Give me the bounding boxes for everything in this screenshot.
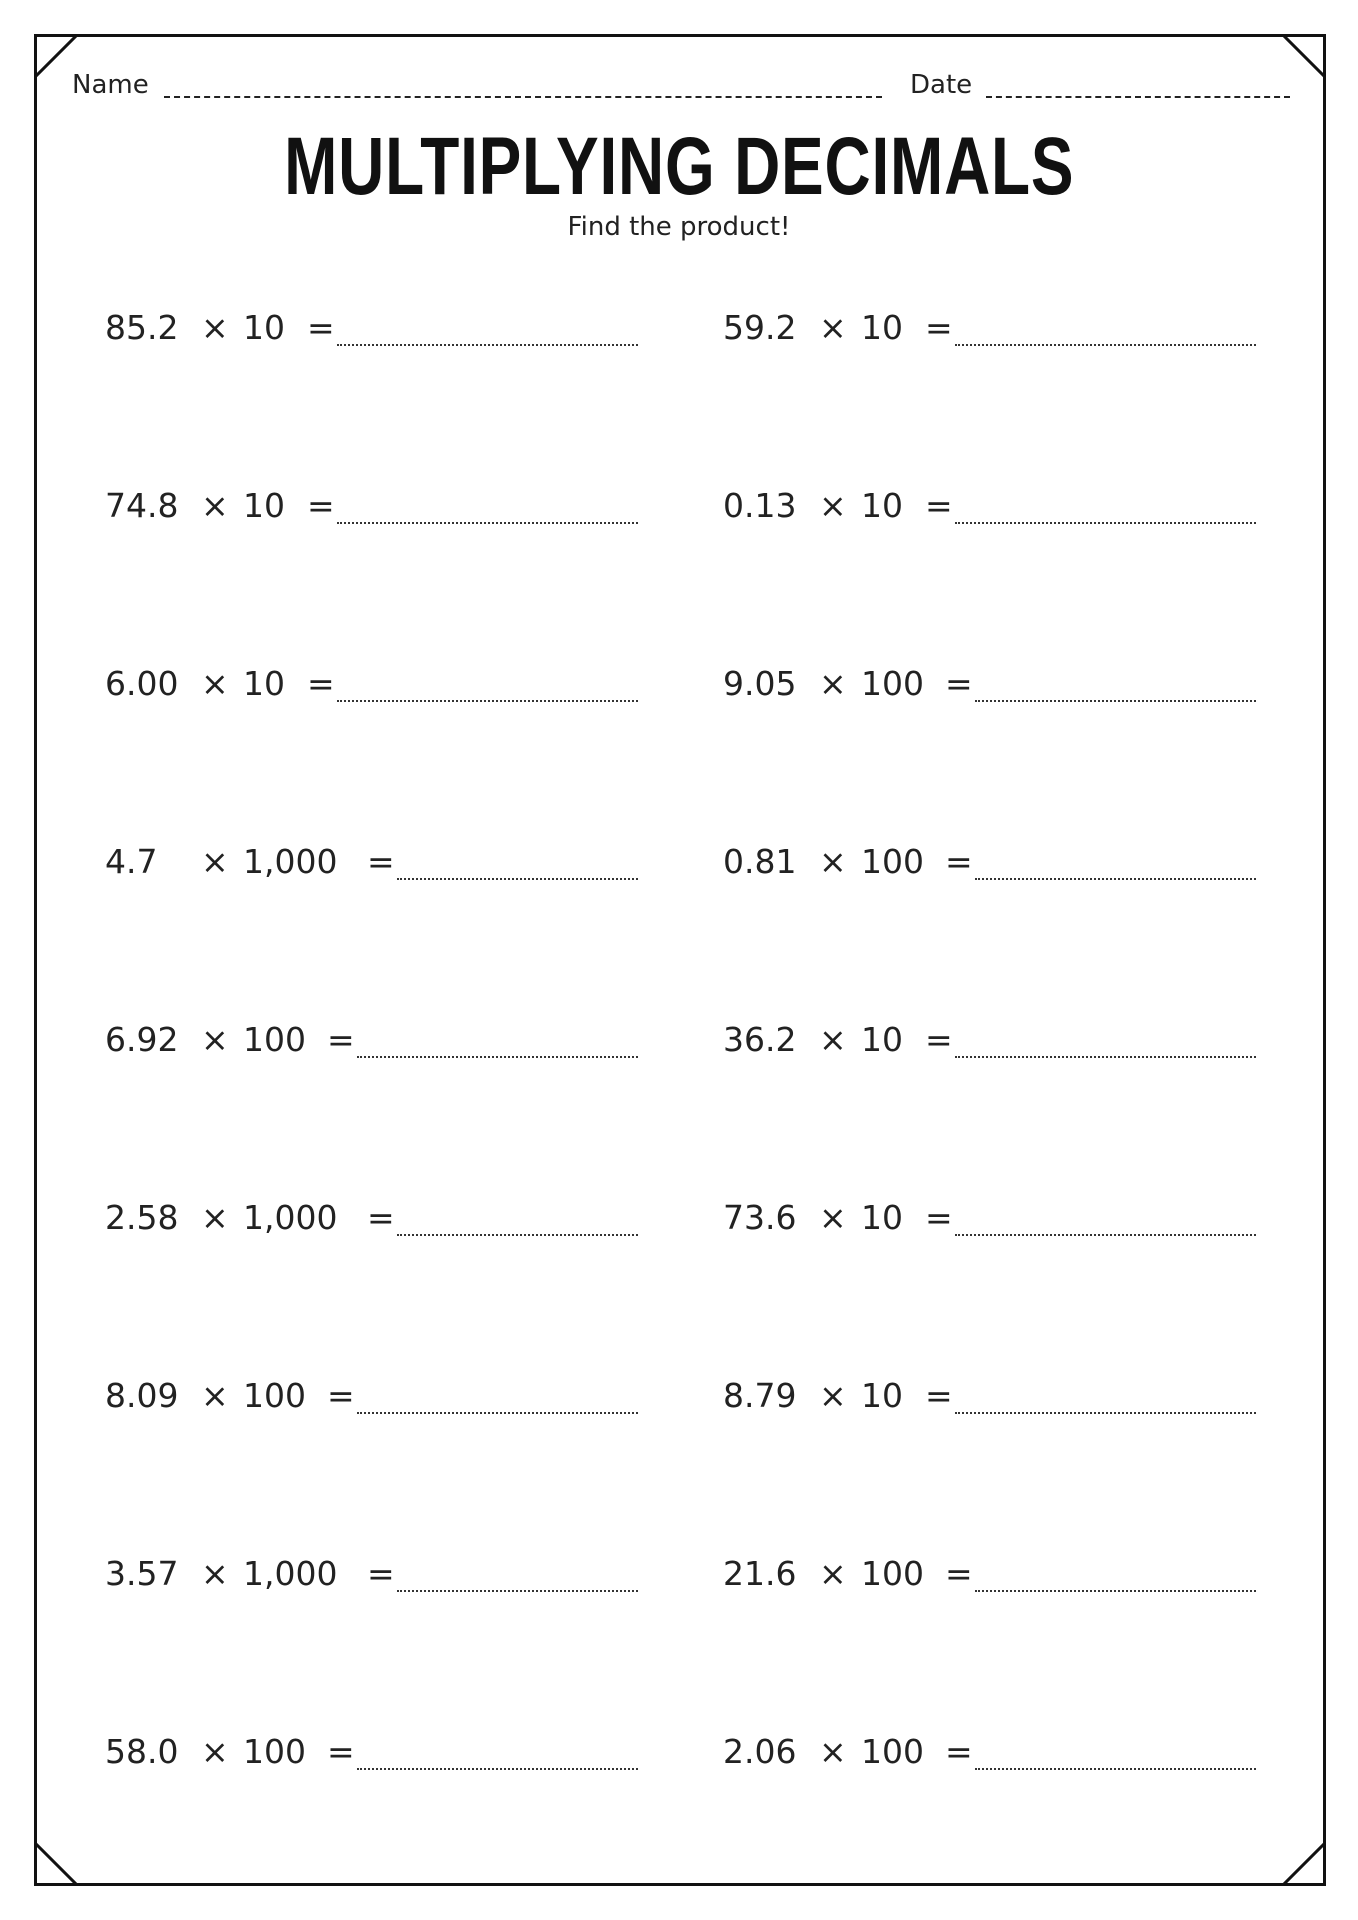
multiplicand: 59.2 — [723, 308, 797, 347]
multiplier: 10 — [861, 486, 903, 525]
equals-sign: = — [945, 1554, 973, 1593]
problem-item — [105, 1376, 638, 1426]
times-sign: × — [819, 1376, 847, 1415]
problem-item — [105, 842, 638, 892]
multiplier: 10 — [861, 1198, 903, 1237]
problem-item — [723, 486, 1256, 536]
times-sign: × — [819, 1732, 847, 1771]
times-sign: × — [819, 842, 847, 881]
times-sign: × — [201, 308, 229, 347]
equals-sign: = — [327, 1020, 355, 1059]
multiplicand: 0.13 — [723, 486, 797, 525]
answer-blank[interactable] — [397, 878, 638, 880]
multiplicand: 6.00 — [105, 664, 179, 703]
equals-sign: = — [367, 1554, 395, 1593]
times-sign: × — [201, 842, 229, 881]
equals-sign: = — [925, 486, 953, 525]
times-sign: × — [201, 1732, 229, 1771]
multiplicand: 6.92 — [105, 1020, 179, 1059]
answer-blank[interactable] — [955, 522, 1256, 524]
times-sign: × — [819, 308, 847, 347]
equals-sign: = — [327, 1376, 355, 1415]
problem-item — [105, 1554, 638, 1604]
multiplicand: 8.79 — [723, 1376, 797, 1415]
equals-sign: = — [925, 1020, 953, 1059]
multiplier: 10 — [861, 308, 903, 347]
times-sign: × — [201, 1198, 229, 1237]
equals-sign: = — [945, 842, 973, 881]
equals-sign: = — [367, 1198, 395, 1237]
answer-blank[interactable] — [337, 522, 638, 524]
answer-blank[interactable] — [975, 700, 1256, 702]
problem-item — [723, 842, 1256, 892]
multiplier: 100 — [861, 1732, 924, 1771]
multiplier: 1,000 — [243, 842, 338, 881]
multiplier: 100 — [861, 842, 924, 881]
multiplier: 1,000 — [243, 1198, 338, 1237]
multiplicand: 2.58 — [105, 1198, 179, 1237]
equals-sign: = — [307, 486, 335, 525]
answer-blank[interactable] — [975, 1590, 1256, 1592]
answer-blank[interactable] — [975, 1768, 1256, 1770]
multiplicand: 21.6 — [723, 1554, 797, 1593]
multiplier: 100 — [243, 1376, 306, 1415]
multiplier: 10 — [243, 486, 285, 525]
equals-sign: = — [307, 308, 335, 347]
equals-sign: = — [925, 308, 953, 347]
answer-blank[interactable] — [955, 1412, 1256, 1414]
times-sign: × — [819, 1020, 847, 1059]
multiplier: 10 — [861, 1376, 903, 1415]
multiplier: 10 — [243, 308, 285, 347]
problem-item — [105, 1198, 638, 1248]
multiplier: 10 — [243, 664, 285, 703]
multiplicand: 9.05 — [723, 664, 797, 703]
multiplicand: 73.6 — [723, 1198, 797, 1237]
multiplier: 10 — [861, 1020, 903, 1059]
problem-item — [105, 308, 638, 358]
answer-blank[interactable] — [955, 344, 1256, 346]
date-label: Date — [910, 70, 973, 100]
times-sign: × — [201, 486, 229, 525]
problem-item — [723, 1732, 1256, 1782]
multiplier: 100 — [243, 1020, 306, 1059]
times-sign: × — [819, 664, 847, 703]
multiplier: 100 — [861, 1554, 924, 1593]
equals-sign: = — [367, 842, 395, 881]
problem-item — [105, 486, 638, 536]
answer-blank[interactable] — [955, 1234, 1256, 1236]
equals-sign: = — [945, 664, 973, 703]
multiplicand: 0.81 — [723, 842, 797, 881]
multiplicand: 36.2 — [723, 1020, 797, 1059]
multiplicand: 2.06 — [723, 1732, 797, 1771]
page-title: MULTIPLYING DECIMALS — [284, 121, 1075, 212]
equals-sign: = — [327, 1732, 355, 1771]
multiplicand: 74.8 — [105, 486, 179, 525]
times-sign: × — [201, 1020, 229, 1059]
answer-blank[interactable] — [357, 1768, 638, 1770]
answer-blank[interactable] — [357, 1056, 638, 1058]
answer-blank[interactable] — [955, 1056, 1256, 1058]
answer-blank[interactable] — [357, 1412, 638, 1414]
problem-item — [723, 308, 1256, 358]
problem-item — [723, 1198, 1256, 1248]
answer-blank[interactable] — [337, 700, 638, 702]
answer-blank[interactable] — [397, 1590, 638, 1592]
answer-blank[interactable] — [975, 878, 1256, 880]
times-sign: × — [819, 486, 847, 525]
problem-item — [723, 664, 1256, 714]
multiplicand: 8.09 — [105, 1376, 179, 1415]
answer-blank[interactable] — [397, 1234, 638, 1236]
times-sign: × — [819, 1554, 847, 1593]
multiplier: 1,000 — [243, 1554, 338, 1593]
problem-item — [723, 1376, 1256, 1426]
instructions: Find the product! — [567, 212, 791, 242]
multiplier: 100 — [861, 664, 924, 703]
multiplicand: 4.7 — [105, 842, 158, 881]
equals-sign: = — [945, 1732, 973, 1771]
problem-item — [105, 664, 638, 714]
problem-item — [723, 1554, 1256, 1604]
equals-sign: = — [307, 664, 335, 703]
problem-item — [105, 1732, 638, 1782]
times-sign: × — [201, 1376, 229, 1415]
problem-item — [723, 1020, 1256, 1070]
times-sign: × — [819, 1198, 847, 1237]
times-sign: × — [201, 664, 229, 703]
name-label: Name — [72, 70, 149, 100]
equals-sign: = — [925, 1198, 953, 1237]
problem-item — [105, 1020, 638, 1070]
multiplicand: 85.2 — [105, 308, 179, 347]
multiplicand: 58.0 — [105, 1732, 179, 1771]
answer-blank[interactable] — [337, 344, 638, 346]
multiplier: 100 — [243, 1732, 306, 1771]
times-sign: × — [201, 1554, 229, 1593]
equals-sign: = — [925, 1376, 953, 1415]
multiplicand: 3.57 — [105, 1554, 179, 1593]
